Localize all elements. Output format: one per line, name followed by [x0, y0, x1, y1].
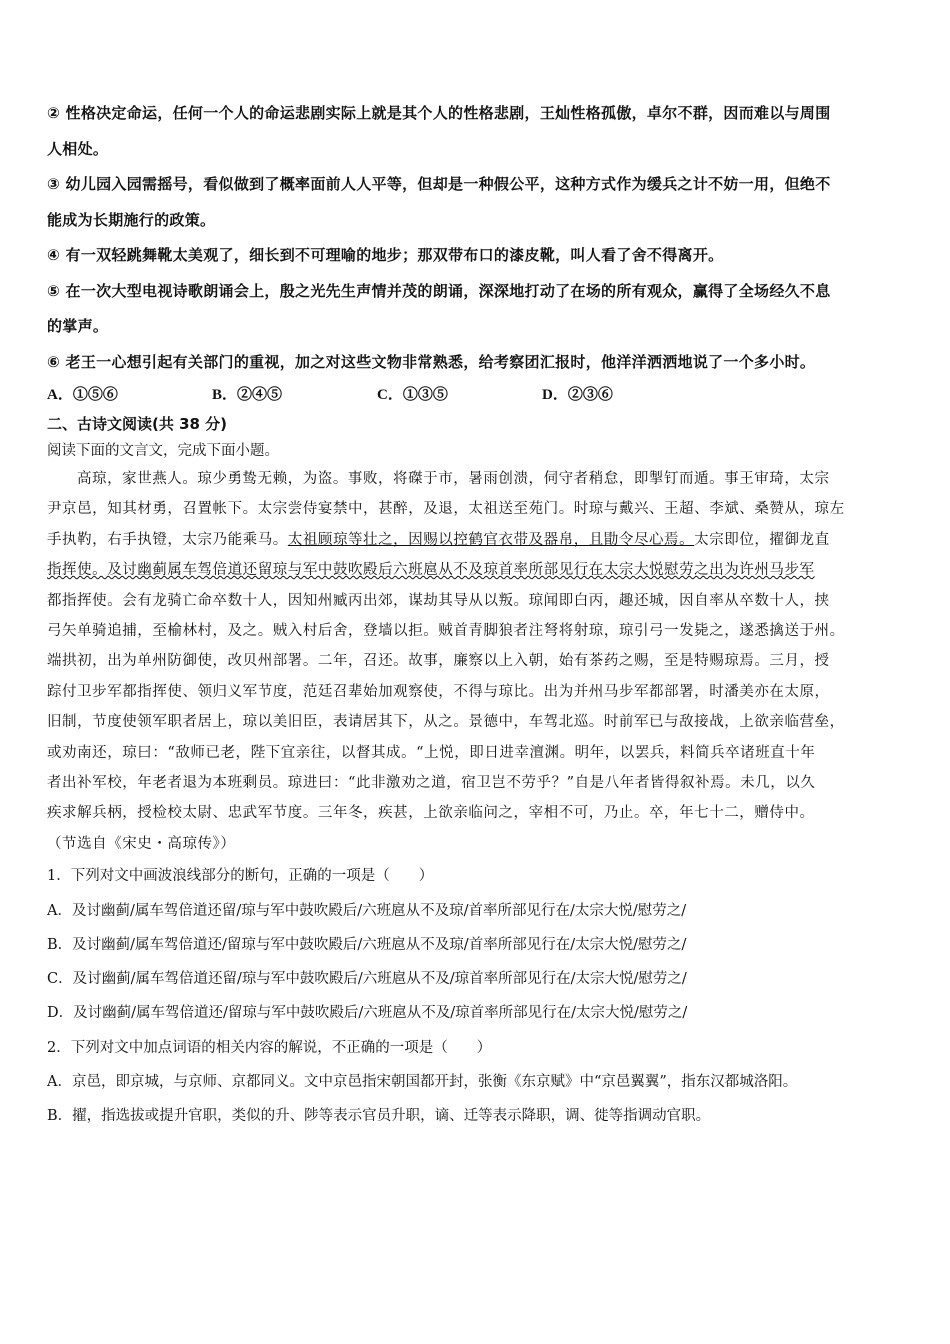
- item-4-line-1: ④ 有一双轻跳舞靴太美观了，细长到不可理喻的地步；那双带布口的漆皮靴，叫人看了舍不得离开。: [47, 246, 724, 264]
- sentence-options-block: [47, 96, 909, 380]
- passage-line-5: 都指挥使。会有龙骑亡命卒数十人，因知州臧丙出郊，谋劫其导从以叛。琼闻即白丙，趣还城，因自率从卒数十人，挟: [47, 592, 830, 609]
- answer-options: [47, 380, 909, 410]
- passage-line-11: 者出补军校，年老者退为本班剩员。琼进曰：“此非激劝之道，宿卫岂不劳乎？”自是八年者皆得叙补焉。未几，以久: [47, 775, 816, 792]
- question-1-stem: 1．下列对文中画波浪线部分的断句，正确的一项是（ ）: [47, 868, 434, 885]
- passage-line-10: 或劝南还，琼曰：“敌师已老，陛下宜亲往，以督其成。“上悦，即日进幸澶渊。明年，以罢兵，料简兵卒诸班直十年: [47, 744, 816, 761]
- question-2: [47, 1031, 909, 1134]
- option-a: A．①⑤⑥: [47, 387, 118, 403]
- passage-line-1: 高琼，家世燕人。琼少勇鸷无赖，为盗。事败，将磔于市，暑雨创溃，伺守者稍怠，即掣钉而遁。事王审琦，太宗: [77, 471, 830, 487]
- question-1: [47, 859, 909, 1030]
- exam-page: [47, 96, 909, 1134]
- question-2-option-b: B．擢，指选拔或提升官职，类似的升、陟等表示官员升职，谪、迁等表示降职，调、徙等指调动官职。: [47, 1108, 711, 1125]
- item-3-line-1: ③ 幼儿园入园需摇号，看似做到了概率面前人人平等，但却是一种假公平，这种方式作为缓兵之计不妨一用，但绝不: [47, 175, 831, 193]
- passage-line-9: 旧制，节度使领军职者居上，琼以美旧臣，表请居其下，从之。景德中，车驾北巡。时前军已与敌接战，上欲亲临营垒，: [47, 714, 845, 731]
- option-b: B．②④⑤: [212, 387, 283, 403]
- passage-line-7: 端拱初，出为单州防御使，改贝州部署。二年，召还。故事，廉察以上入朝，始有茶药之赐，至是特赐琼焉。三月，授: [47, 653, 830, 670]
- item-6-line-1: ⑥ 老王一心想引起有关部门的重视，加之对这些文物非常熟悉，给考察团汇报时，他洋洋洒洒地说了一个多小时。: [47, 352, 816, 371]
- passage-line-2: 尹京邑，知其材勇，召置帐下。太宗尝侍宴禁中，甚醉，及退，太祖送至苑门。时琼与戴兴、王超、李斌、桑赞从，琼左: [47, 501, 845, 518]
- passage-line-3-post: 太宗即位，擢御龙直: [694, 531, 830, 548]
- item-2-line-2: 人相处。: [47, 139, 109, 158]
- passage-line-12: 疾求解兵柄，授检校太尉、忠武军节度。三年冬，疾甚，上欲亲临问之，宰相不可，乃止。卒，年七十二，赠侍中。: [47, 805, 815, 822]
- passage-source: （节选自《宋史・高琼传》）: [47, 835, 236, 852]
- question-1-option-a: A．及讨幽蓟/属车驾倍道还留/琼与军中鼓吹殿后/六班扈从不及琼/首率所部见行在/太宗大悦/慰劳之/: [47, 902, 687, 919]
- item-2-line-1: ② 性格决定命运，任何一个人的命运悲剧实际上就是其个人的性格悲剧，王灿性格孤傲，卓尔不群，因而难以与周围: [47, 104, 831, 122]
- item-5-line-2: 的掌声。: [47, 317, 109, 335]
- passage-line-3-pre: 手执靮，右手执镫，太宗乃能乘马。: [47, 531, 288, 548]
- option-c: C．①③⑤: [377, 387, 448, 403]
- question-2-stem: 2．下列对文中加点词语的相关内容的解说，不正确的一项是（ ）: [47, 1039, 492, 1056]
- passage-line-8: 踪付卫步军都指挥使、领归义军节度，范廷召辈始加观察使，不得与琼比。出为并州马步军都部署，时潘美亦在太原，: [47, 683, 830, 700]
- question-1-option-b: B．及讨幽蓟/属车驾倍道还/留琼与军中鼓吹殿后/六班扈从不及琼/首率所部见行在/太宗大悦/慰劳之/: [47, 936, 687, 953]
- passage-line-4: [47, 555, 909, 585]
- passage-line-6: 弓矢单骑追捕，至榆林村，及之。贼入村后舍，登墙以拒。贼首青脚狼者注弩将射琼，琼引弓一发毙之，遂悉擒送于州。: [47, 623, 845, 640]
- section-title: 二、古诗文阅读(共 38 分): [47, 415, 228, 433]
- classical-passage: [47, 464, 909, 859]
- wavy-underlined-text: 指挥使。及讨幽蓟属车驾倍道还留琼与军中鼓吹殿后六班扈从不及琼首率所部见行在太宗大悦慰劳之出为许州马步军: [47, 562, 815, 579]
- passage-line-3: [47, 525, 909, 555]
- option-d: D．②③⑥: [542, 387, 613, 403]
- reading-instruction: 阅读下面的文言文，完成下面小题。: [47, 443, 279, 459]
- item-3-line-2: 能成为长期施行的政策。: [47, 210, 216, 229]
- question-1-option-c: C．及讨幽蓟/属车驾倍道还留/琼与军中鼓吹殿后/六班扈从不及/琼首率所部见行在/太宗大悦/慰劳之/: [47, 971, 687, 988]
- item-5-line-1: ⑤ 在一次大型电视诗歌朗诵会上，殷之光先生声情并茂的朗诵，深深地打动了在场的所有观众，赢得了全场经久不息: [47, 281, 831, 300]
- question-1-option-d: D．及讨幽蓟/属车驾倍道还/留琼与军中鼓吹殿后/六班扈从不及/琼首率所部见行在/太宗大悦/慰劳之/: [47, 1005, 688, 1022]
- underlined-sentence: 太祖顾琼等壮之，因赐以控鹤官衣带及器帛，且勖令尽心焉。: [287, 531, 695, 548]
- question-2-option-a: A．京邑，即京城，与京师、京都同义。文中京邑指宋朝国都开封，张衡《东京赋》中“京邑翼翼”，指东汉都城洛阳。: [47, 1074, 798, 1091]
